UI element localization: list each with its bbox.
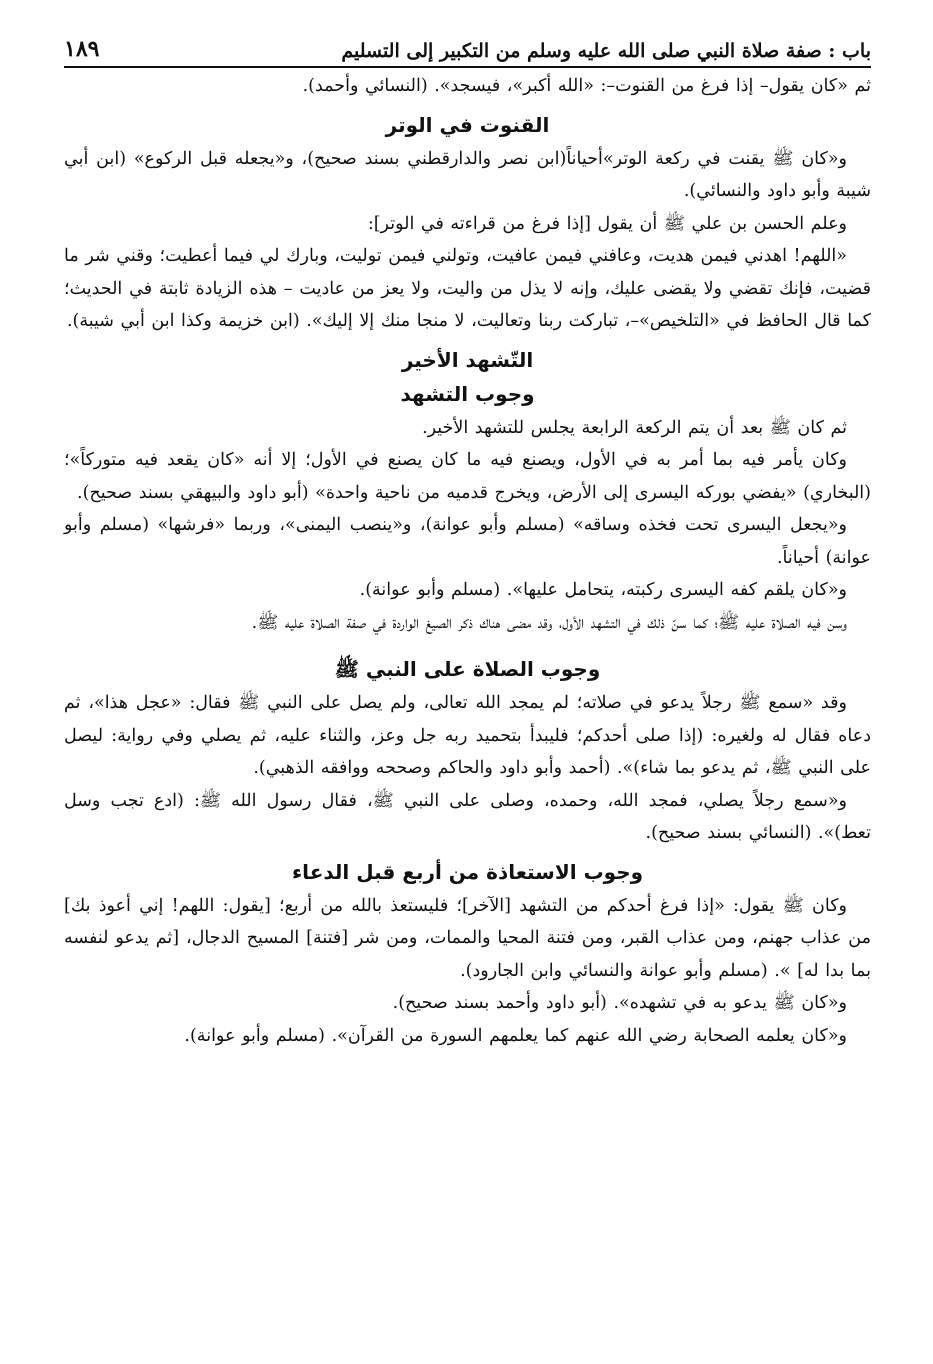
paragraph: وسن فيه الصلاة عليه ﷺ؛ كما سنّ ذلك في التشهد الأول، وقد مضى هناك ذكر الصيغ الواردة في صفة الصلاة عليه ﷺ. [251, 612, 847, 633]
paragraph: ثم كان ﷺ بعد أن يتم الركعة الرابعة يجلس للتشهد الأخير. [422, 417, 847, 438]
paragraph: وعلم الحسن بن علي ﷺ أن يقول [إذا فرغ من قراءته في الوتر]: [367, 213, 847, 234]
paragraph: «اللهم! اهدني فيمن هديت، وعافني فيمن عافيت، وتولني فيمن توليت، وبارك لي فيما أعطيت؛ وقني شر ما قضيت، فإنك تقضي ولا يقضى عليك، وإنه لا يذل من واليت، ولا يعز من عاديت – هذه الزيادة ثابتة في الحديث؛ كما قال الحافظ في «التلخيص»–، تباركت ربنا وتعاليت، لا منجا منك إلا إليك». (ابن خزيمة وكذا ابن أبي شيبة). [64, 246, 871, 331]
paragraph: و«يجعل اليسرى تحت فخذه وساقه» (مسلم وأبو عوانة)، و«ينصب اليمنى»، وربما «فرشها» (مسلم وأبو عوانة) أحياناً. [64, 515, 871, 568]
paragraph: وكان ﷺ يقول: «إذا فرغ أحدكم من التشهد [الآخر]؛ فليستعذ بالله من أربع؛ [يقول: اللهم! إني أعوذ بك] من عذاب جهنم، ومن عذاب القبر، ومن فتنة المحيا والممات، ومن شر [فتنة] المسيح الدجال، [ثم يدعو لنفسه بما بدا له] ». (مسلم وأبو عوانة والنسائي وابن الجارود). [64, 895, 871, 981]
page-number: ١٨٩ [64, 36, 100, 62]
paragraph: و«كان يلقم كفه اليسرى ركبته، يتحامل عليها». (مسلم وأبو عوانة). [359, 580, 847, 600]
paragraph: وقد «سمع ﷺ رجلاً يدعو في صلاته؛ لم يمجد الله تعالى، ولم يصل على النبي ﷺ فقال: «عجل هذا»، ثم دعاه فقال له ولغيره: (إذا صلى أحدكم؛ فليبدأ بتحميد ربه جل وعز، والثناء عليه، ثم يصلي وفي رواية: ليصل على النبي ﷺ، ثم يدعو بما شاء)». (أحمد وأبو داود والحاكم وصححه ووافقه الذهبي). [64, 693, 871, 778]
header-title: باب : صفة صلاة النبي صلى الله عليه وسلم من التكبير إلى التسليم [341, 40, 871, 62]
paragraph: و«كان ﷺ يقنت في ركعة الوتر»أحياناً(ابن نصر والدارقطني بسند صحيح)، و«يجعله قبل الركوع» (ابن أبي شيبة وأبو داود والنسائي). [64, 148, 871, 201]
paragraph: ثم «كان يقول– إذا فرغ من القنوت–: «الله أكبر»، فيسجد». (النسائي وأحمد). [302, 76, 871, 96]
section-heading: القنوت في الوتر [385, 112, 550, 137]
paragraph: وكان يأمر فيه بما أمر به في الأول، ويصنع فيه ما كان يصنع في الأول؛ إلا أنه «كان يقعد فيه متوركاً»؛ (البخاري) «يفضي بوركه اليسرى إلى الأرض، ويخرج قدميه من ناحية واحدة» (أبو داود والبيهقي بسند صحيح). [64, 450, 871, 503]
section-heading: وجوب الاستعاذة من أربع قبل الدعاء [291, 859, 644, 884]
section-heading: التّشهد الأخير [401, 347, 534, 372]
paragraph: و«كان يعلمه الصحابة رضي الله عنهم كما يعلمهم السورة من القرآن». (مسلم وأبو عوانة). [184, 1025, 847, 1046]
paragraph: و«سمع رجلاً يصلي، فمجد الله، وحمده، وصلى على النبي ﷺ، فقال رسول الله ﷺ: (ادع تجب وسل تعط)». (النسائي بسند صحيح). [64, 790, 871, 843]
section-heading: وجوب الصلاة على النبي ﷺ [334, 657, 601, 681]
page-body [64, 70, 871, 1052]
running-header [64, 28, 871, 68]
paragraph: و«كان ﷺ يدعو به في تشهده». (أبو داود وأحمد بسند صحيح). [392, 993, 847, 1013]
section-heading: وجوب التشهد [400, 381, 535, 406]
